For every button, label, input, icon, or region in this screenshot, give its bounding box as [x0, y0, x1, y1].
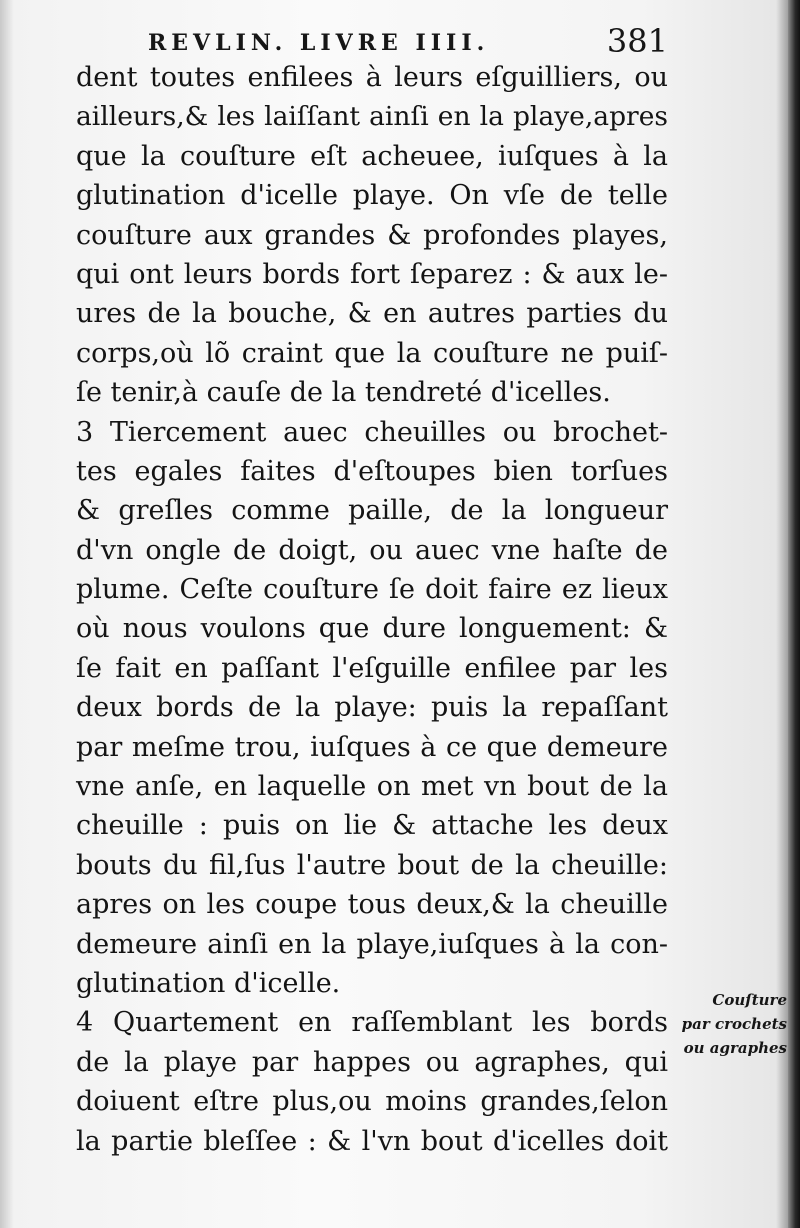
- text-line: dent toutes enfilees à leurs eſguilliers, ou: [76, 62, 668, 93]
- text-line: cheuille : puis on lie & attache les deux: [76, 810, 668, 842]
- text-line: où nous voulons que dure longuement: &: [76, 613, 668, 645]
- text-line: doiuent eſtre plus,ou moins grandes,ſelon: [76, 1086, 668, 1118]
- text-line: ſe fait en paſſant l'eſguille enfilee par les: [76, 652, 668, 684]
- text-line: de la playe par happes ou agraphes, qui: [76, 1046, 668, 1078]
- margin-note-line: Couſture: [712, 991, 787, 1009]
- text-line: qui ont leurs bords fort ſeparez : & aux le-: [76, 258, 668, 290]
- text-line: tes egales faites d'eſtoupes bien torſues: [76, 455, 668, 487]
- text-line: la partie bleſſee : & l'vn bout d'icelles doit: [76, 1125, 668, 1157]
- margin-note-line: par crochets: [681, 1015, 787, 1033]
- text-line: corps,où lõ craint que la couſture ne puiſ-: [76, 337, 668, 369]
- text-line: deux bords de la playe: puis la repaſſant: [76, 692, 668, 724]
- text-line: glutination d'icelle playe. On vſe de telle: [76, 180, 668, 212]
- page-header: [148, 22, 668, 62]
- text-line: couſture aux grandes & profondes playes,: [76, 219, 668, 251]
- gutter-shadow: [0, 0, 14, 1228]
- text-line: d'vn ongle de doigt, ou auec vne haſte de: [76, 534, 668, 566]
- page-edge: [788, 0, 800, 1228]
- text-line: 4 Quartement en raſſemblant les bords: [76, 1007, 668, 1039]
- text-line: que la couſture eſt acheuee, iuſques à la: [76, 140, 668, 172]
- text-line: plume. Ceſte couſture ſe doit faire ez lieux: [76, 574, 668, 606]
- text-line: & greſles comme paille, de la longueur: [76, 495, 668, 527]
- page-number: 381: [606, 22, 668, 60]
- text-line: demeure ainſi en la playe,iuſques à la con-: [76, 928, 668, 960]
- text-line: vne anſe, en laquelle on met vn bout de la: [76, 771, 668, 803]
- text-line: 3 Tiercement auec cheuilles ou brochet-: [76, 416, 668, 448]
- text-line: ures de la bouche, & en autres parties du: [76, 298, 668, 330]
- margin-note-line: ou agraphes: [683, 1039, 787, 1057]
- text-line: ailleurs,& les laiſſant ainſi en la playe,apres: [76, 101, 668, 133]
- text-line: ſe tenir,à cauſe de la tendreté d'icelles.: [76, 377, 611, 409]
- text-line: glutination d'icelle.: [76, 967, 341, 999]
- text-line: par meſme trou, iuſques à ce que demeure: [76, 731, 668, 763]
- main-text-block: [76, 58, 668, 1161]
- running-head: REVLIN. LIVRE IIII.: [148, 30, 490, 56]
- text-line: bouts du fil,ſus l'autre bout de la cheuille:: [76, 849, 668, 881]
- margin-note: [675, 988, 787, 1060]
- text-line: apres on les coupe tous deux,& la cheuille: [76, 889, 668, 921]
